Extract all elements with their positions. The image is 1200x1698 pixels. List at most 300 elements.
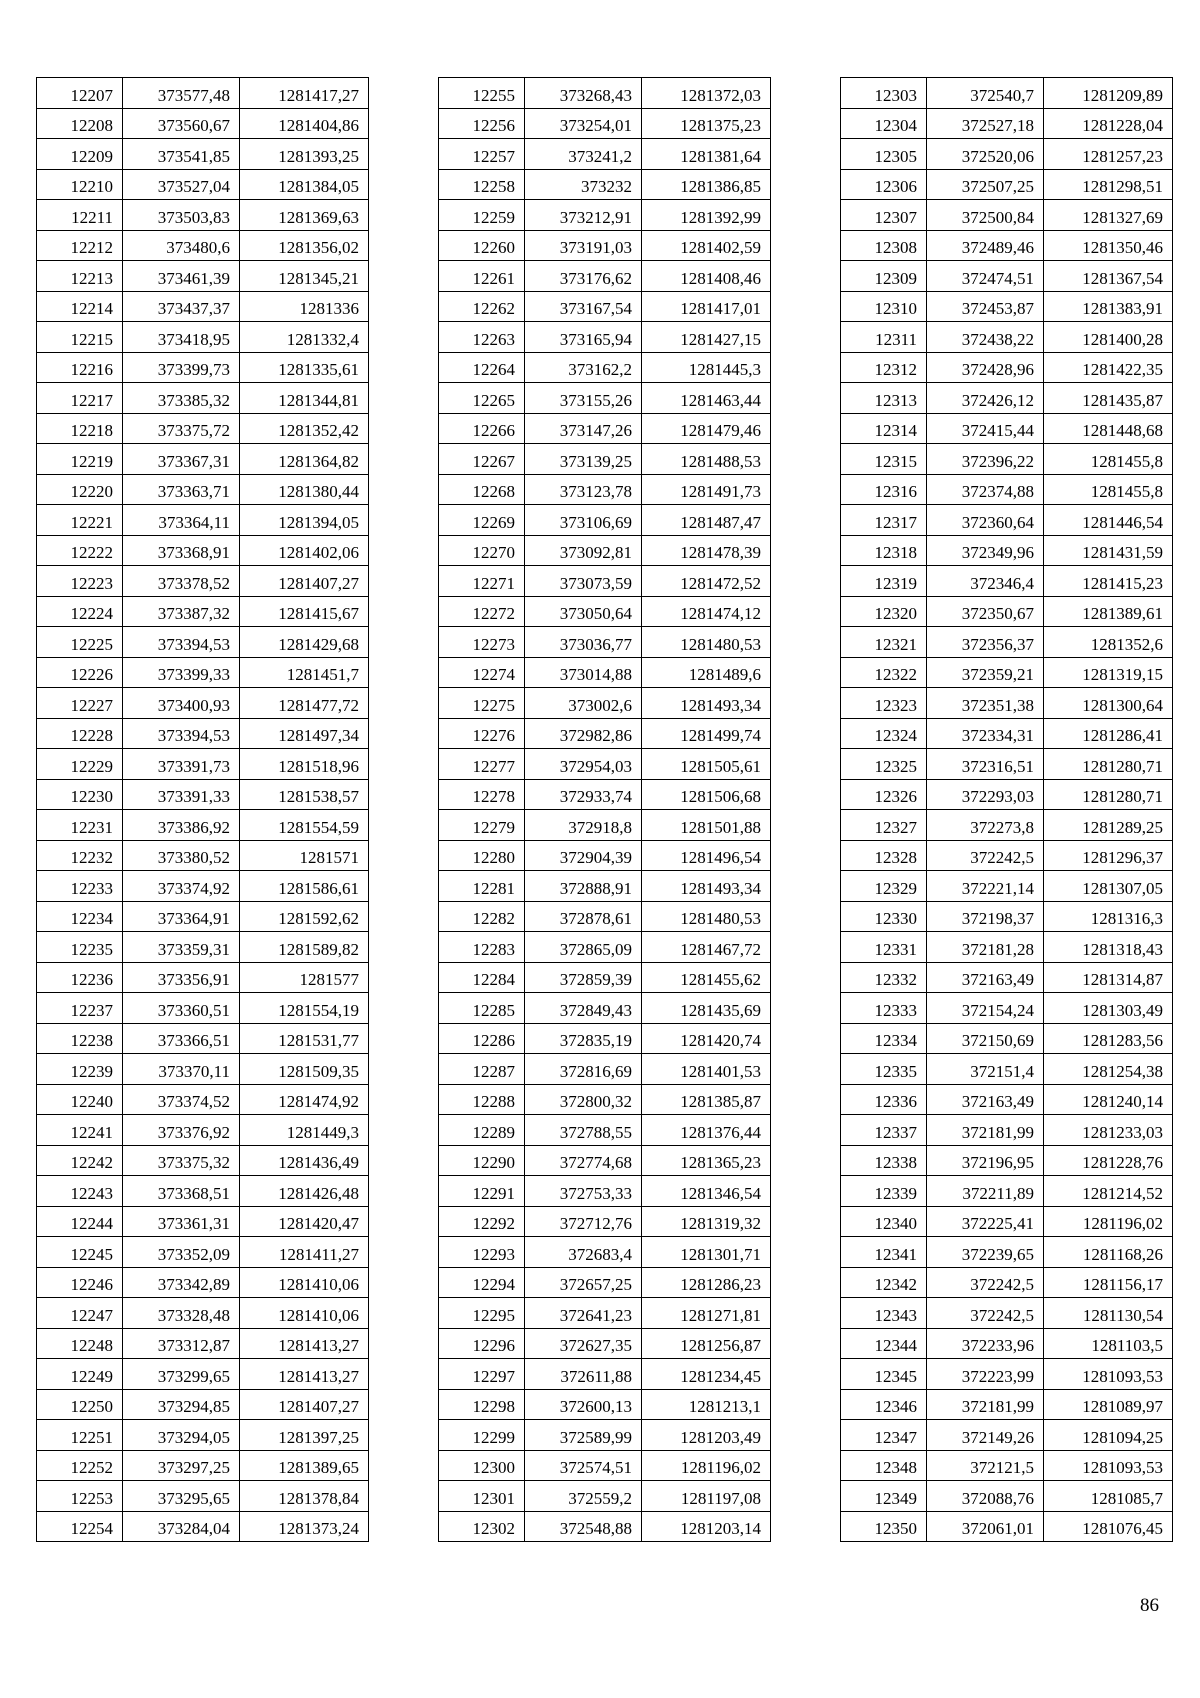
point-number-cell: 12248 — [37, 1328, 123, 1359]
point-number-cell: 12331 — [841, 932, 927, 963]
y-coordinate-cell: 1281493,34 — [642, 871, 771, 902]
point-number-cell: 12262 — [439, 291, 525, 322]
x-coordinate-cell: 372574,51 — [525, 1450, 642, 1481]
point-number-cell: 12242 — [37, 1145, 123, 1176]
x-coordinate-cell: 373399,33 — [123, 657, 240, 688]
point-number-cell: 12311 — [841, 322, 927, 353]
table-row — [439, 566, 771, 597]
y-coordinate-cell: 1281298,51 — [1044, 169, 1173, 200]
table-row — [37, 1176, 369, 1207]
table-row — [37, 413, 369, 444]
x-coordinate-cell: 372061,01 — [927, 1511, 1044, 1542]
table-row — [439, 139, 771, 170]
table-row — [439, 474, 771, 505]
point-number-cell: 12328 — [841, 840, 927, 871]
y-coordinate-cell: 1281410,06 — [240, 1267, 369, 1298]
point-number-cell: 12342 — [841, 1267, 927, 1298]
y-coordinate-cell: 1281383,91 — [1044, 291, 1173, 322]
point-number-cell: 12268 — [439, 474, 525, 505]
table-row — [841, 1389, 1173, 1420]
y-coordinate-cell: 1281431,59 — [1044, 535, 1173, 566]
table-row — [841, 230, 1173, 261]
x-coordinate-cell: 373092,81 — [525, 535, 642, 566]
table-row — [439, 657, 771, 688]
y-coordinate-cell: 1281518,96 — [240, 749, 369, 780]
x-coordinate-cell: 372221,14 — [927, 871, 1044, 902]
x-coordinate-cell: 372816,69 — [525, 1054, 642, 1085]
x-coordinate-cell: 372273,8 — [927, 810, 1044, 841]
y-coordinate-cell: 1281477,72 — [240, 688, 369, 719]
table-row — [841, 1176, 1173, 1207]
y-coordinate-cell: 1281076,45 — [1044, 1511, 1173, 1542]
point-number-cell: 12288 — [439, 1084, 525, 1115]
y-coordinate-cell: 1281301,71 — [642, 1237, 771, 1268]
point-number-cell: 12254 — [37, 1511, 123, 1542]
x-coordinate-cell: 373503,83 — [123, 200, 240, 231]
x-coordinate-cell: 373162,2 — [525, 352, 642, 383]
point-number-cell: 12232 — [37, 840, 123, 871]
x-coordinate-cell: 373394,53 — [123, 718, 240, 749]
point-number-cell: 12222 — [37, 535, 123, 566]
table-row — [841, 413, 1173, 444]
table-row — [439, 1267, 771, 1298]
x-coordinate-cell: 373359,31 — [123, 932, 240, 963]
y-coordinate-cell: 1281332,4 — [240, 322, 369, 353]
x-coordinate-cell: 372359,21 — [927, 657, 1044, 688]
point-number-cell: 12240 — [37, 1084, 123, 1115]
x-coordinate-cell: 373366,51 — [123, 1023, 240, 1054]
point-number-cell: 12279 — [439, 810, 525, 841]
table-row — [37, 1145, 369, 1176]
table-body — [439, 78, 771, 1542]
y-coordinate-cell: 1281196,02 — [642, 1450, 771, 1481]
table-row — [841, 322, 1173, 353]
table-row — [37, 1298, 369, 1329]
table-row — [841, 1054, 1173, 1085]
table-row — [841, 993, 1173, 1024]
table-row — [37, 779, 369, 810]
y-coordinate-cell: 1281538,57 — [240, 779, 369, 810]
table-row — [841, 139, 1173, 170]
x-coordinate-cell: 373461,39 — [123, 261, 240, 292]
y-coordinate-cell: 1281586,61 — [240, 871, 369, 902]
table-row — [841, 291, 1173, 322]
table-row — [439, 1450, 771, 1481]
table-row — [37, 1481, 369, 1512]
y-coordinate-cell: 1281394,05 — [240, 505, 369, 536]
table-row — [37, 1450, 369, 1481]
x-coordinate-cell: 372438,22 — [927, 322, 1044, 353]
point-number-cell: 12228 — [37, 718, 123, 749]
x-coordinate-cell: 373312,87 — [123, 1328, 240, 1359]
point-number-cell: 12313 — [841, 383, 927, 414]
x-coordinate-cell: 372346,4 — [927, 566, 1044, 597]
point-number-cell: 12312 — [841, 352, 927, 383]
table-row — [841, 352, 1173, 383]
x-coordinate-cell: 372788,55 — [525, 1115, 642, 1146]
y-coordinate-cell: 1281327,69 — [1044, 200, 1173, 231]
y-coordinate-cell: 1281130,54 — [1044, 1298, 1173, 1329]
point-number-cell: 12214 — [37, 291, 123, 322]
x-coordinate-cell: 373374,52 — [123, 1084, 240, 1115]
point-number-cell: 12229 — [37, 749, 123, 780]
table-row — [439, 291, 771, 322]
x-coordinate-cell: 372154,24 — [927, 993, 1044, 1024]
table-row — [439, 1176, 771, 1207]
y-coordinate-cell: 1281577 — [240, 962, 369, 993]
x-coordinate-cell: 372933,74 — [525, 779, 642, 810]
x-coordinate-cell: 372356,37 — [927, 627, 1044, 658]
table-row — [841, 871, 1173, 902]
table-row — [37, 627, 369, 658]
point-number-cell: 12318 — [841, 535, 927, 566]
point-number-cell: 12325 — [841, 749, 927, 780]
point-number-cell: 12261 — [439, 261, 525, 292]
x-coordinate-cell: 373374,92 — [123, 871, 240, 902]
x-coordinate-cell: 373385,32 — [123, 383, 240, 414]
table-row — [439, 1359, 771, 1390]
y-coordinate-cell: 1281402,59 — [642, 230, 771, 261]
y-coordinate-cell: 1281554,19 — [240, 993, 369, 1024]
table-row — [37, 1206, 369, 1237]
table-row — [841, 657, 1173, 688]
x-coordinate-cell: 373073,59 — [525, 566, 642, 597]
point-number-cell: 12347 — [841, 1420, 927, 1451]
point-number-cell: 12297 — [439, 1359, 525, 1390]
x-coordinate-cell: 372918,8 — [525, 810, 642, 841]
y-coordinate-cell: 1281407,27 — [240, 1389, 369, 1420]
y-coordinate-cell: 1281228,04 — [1044, 108, 1173, 139]
y-coordinate-cell: 1281286,23 — [642, 1267, 771, 1298]
point-number-cell: 12251 — [37, 1420, 123, 1451]
y-coordinate-cell: 1281319,15 — [1044, 657, 1173, 688]
table-row — [439, 444, 771, 475]
x-coordinate-cell: 372474,51 — [927, 261, 1044, 292]
x-coordinate-cell: 373380,52 — [123, 840, 240, 871]
x-coordinate-cell: 372225,41 — [927, 1206, 1044, 1237]
table-row — [841, 474, 1173, 505]
table-row — [37, 1359, 369, 1390]
y-coordinate-cell: 1281571 — [240, 840, 369, 871]
table-row — [841, 1511, 1173, 1542]
point-number-cell: 12317 — [841, 505, 927, 536]
table-row — [439, 810, 771, 841]
table-row — [439, 779, 771, 810]
point-number-cell: 12329 — [841, 871, 927, 902]
y-coordinate-cell: 1281448,68 — [1044, 413, 1173, 444]
x-coordinate-cell: 373342,89 — [123, 1267, 240, 1298]
x-coordinate-cell: 372600,13 — [525, 1389, 642, 1420]
x-coordinate-cell: 373361,31 — [123, 1206, 240, 1237]
y-coordinate-cell: 1281367,54 — [1044, 261, 1173, 292]
point-number-cell: 12265 — [439, 383, 525, 414]
point-number-cell: 12320 — [841, 596, 927, 627]
point-number-cell: 12298 — [439, 1389, 525, 1420]
x-coordinate-cell: 372507,25 — [927, 169, 1044, 200]
table-row — [841, 1115, 1173, 1146]
table-row — [841, 627, 1173, 658]
y-coordinate-cell: 1281499,74 — [642, 718, 771, 749]
y-coordinate-cell: 1281505,61 — [642, 749, 771, 780]
x-coordinate-cell: 373191,03 — [525, 230, 642, 261]
y-coordinate-cell: 1281491,73 — [642, 474, 771, 505]
y-coordinate-cell: 1281474,92 — [240, 1084, 369, 1115]
x-coordinate-cell: 372527,18 — [927, 108, 1044, 139]
table-row — [37, 810, 369, 841]
table-row — [37, 993, 369, 1024]
table-row — [841, 1023, 1173, 1054]
y-coordinate-cell: 1281228,76 — [1044, 1145, 1173, 1176]
table-row — [841, 962, 1173, 993]
point-number-cell: 12344 — [841, 1328, 927, 1359]
point-number-cell: 12243 — [37, 1176, 123, 1207]
table-row — [37, 1420, 369, 1451]
y-coordinate-cell: 1281209,89 — [1044, 78, 1173, 109]
y-coordinate-cell: 1281589,82 — [240, 932, 369, 963]
point-number-cell: 12289 — [439, 1115, 525, 1146]
point-number-cell: 12327 — [841, 810, 927, 841]
y-coordinate-cell: 1281402,06 — [240, 535, 369, 566]
point-number-cell: 12221 — [37, 505, 123, 536]
y-coordinate-cell: 1281346,54 — [642, 1176, 771, 1207]
table-row — [439, 1328, 771, 1359]
x-coordinate-cell: 373368,91 — [123, 535, 240, 566]
point-number-cell: 12338 — [841, 1145, 927, 1176]
y-coordinate-cell: 1281335,61 — [240, 352, 369, 383]
y-coordinate-cell: 1281289,25 — [1044, 810, 1173, 841]
table-row — [841, 749, 1173, 780]
x-coordinate-cell: 373106,69 — [525, 505, 642, 536]
point-number-cell: 12276 — [439, 718, 525, 749]
table-row — [439, 352, 771, 383]
x-coordinate-cell: 373386,92 — [123, 810, 240, 841]
coordinates-table-1 — [36, 77, 369, 1542]
table-row — [439, 200, 771, 231]
point-number-cell: 12226 — [37, 657, 123, 688]
point-number-cell: 12305 — [841, 139, 927, 170]
y-coordinate-cell: 1281214,52 — [1044, 1176, 1173, 1207]
table-row — [37, 444, 369, 475]
x-coordinate-cell: 373050,64 — [525, 596, 642, 627]
point-number-cell: 12306 — [841, 169, 927, 200]
x-coordinate-cell: 372849,43 — [525, 993, 642, 1024]
x-coordinate-cell: 373387,32 — [123, 596, 240, 627]
y-coordinate-cell: 1281413,27 — [240, 1359, 369, 1390]
table-row — [841, 718, 1173, 749]
table-body — [841, 78, 1173, 1542]
point-number-cell: 12270 — [439, 535, 525, 566]
point-number-cell: 12220 — [37, 474, 123, 505]
x-coordinate-cell: 373212,91 — [525, 200, 642, 231]
x-coordinate-cell: 372904,39 — [525, 840, 642, 871]
point-number-cell: 12324 — [841, 718, 927, 749]
point-number-cell: 12236 — [37, 962, 123, 993]
x-coordinate-cell: 373375,72 — [123, 413, 240, 444]
point-number-cell: 12340 — [841, 1206, 927, 1237]
point-number-cell: 12216 — [37, 352, 123, 383]
x-coordinate-cell: 373541,85 — [123, 139, 240, 170]
point-number-cell: 12310 — [841, 291, 927, 322]
y-coordinate-cell: 1281314,87 — [1044, 962, 1173, 993]
y-coordinate-cell: 1281422,35 — [1044, 352, 1173, 383]
y-coordinate-cell: 1281296,37 — [1044, 840, 1173, 871]
x-coordinate-cell: 373360,51 — [123, 993, 240, 1024]
y-coordinate-cell: 1281307,05 — [1044, 871, 1173, 902]
point-number-cell: 12257 — [439, 139, 525, 170]
y-coordinate-cell: 1281415,67 — [240, 596, 369, 627]
y-coordinate-cell: 1281380,44 — [240, 474, 369, 505]
point-number-cell: 12303 — [841, 78, 927, 109]
x-coordinate-cell: 373418,95 — [123, 322, 240, 353]
x-coordinate-cell: 372548,88 — [525, 1511, 642, 1542]
table-row — [841, 1206, 1173, 1237]
x-coordinate-cell: 373391,33 — [123, 779, 240, 810]
table-row — [439, 108, 771, 139]
table-row — [439, 1237, 771, 1268]
table-row — [37, 932, 369, 963]
y-coordinate-cell: 1281345,21 — [240, 261, 369, 292]
table-row — [439, 535, 771, 566]
y-coordinate-cell: 1281283,56 — [1044, 1023, 1173, 1054]
x-coordinate-cell: 372198,37 — [927, 901, 1044, 932]
point-number-cell: 12274 — [439, 657, 525, 688]
y-coordinate-cell: 1281385,87 — [642, 1084, 771, 1115]
x-coordinate-cell: 372150,69 — [927, 1023, 1044, 1054]
y-coordinate-cell: 1281389,61 — [1044, 596, 1173, 627]
y-coordinate-cell: 1281384,05 — [240, 169, 369, 200]
point-number-cell: 12271 — [439, 566, 525, 597]
y-coordinate-cell: 1281318,43 — [1044, 932, 1173, 963]
point-number-cell: 12282 — [439, 901, 525, 932]
point-number-cell: 12350 — [841, 1511, 927, 1542]
point-number-cell: 12275 — [439, 688, 525, 719]
point-number-cell: 12295 — [439, 1298, 525, 1329]
point-number-cell: 12321 — [841, 627, 927, 658]
x-coordinate-cell: 372520,06 — [927, 139, 1044, 170]
table-row — [37, 871, 369, 902]
table-row — [439, 78, 771, 109]
x-coordinate-cell: 373167,54 — [525, 291, 642, 322]
y-coordinate-cell: 1281203,49 — [642, 1420, 771, 1451]
y-coordinate-cell: 1281203,14 — [642, 1511, 771, 1542]
point-number-cell: 12225 — [37, 627, 123, 658]
y-coordinate-cell: 1281407,27 — [240, 566, 369, 597]
point-number-cell: 12211 — [37, 200, 123, 231]
point-number-cell: 12273 — [439, 627, 525, 658]
x-coordinate-cell: 372149,26 — [927, 1420, 1044, 1451]
x-coordinate-cell: 373368,51 — [123, 1176, 240, 1207]
y-coordinate-cell: 1281392,99 — [642, 200, 771, 231]
point-number-cell: 12334 — [841, 1023, 927, 1054]
point-number-cell: 12249 — [37, 1359, 123, 1390]
y-coordinate-cell: 1281488,53 — [642, 444, 771, 475]
y-coordinate-cell: 1281493,34 — [642, 688, 771, 719]
y-coordinate-cell: 1281397,25 — [240, 1420, 369, 1451]
x-coordinate-cell: 373294,85 — [123, 1389, 240, 1420]
x-coordinate-cell: 372428,96 — [927, 352, 1044, 383]
point-number-cell: 12335 — [841, 1054, 927, 1085]
table-row — [37, 200, 369, 231]
table-row — [439, 627, 771, 658]
table-row — [37, 261, 369, 292]
table-row — [841, 535, 1173, 566]
y-coordinate-cell: 1281501,88 — [642, 810, 771, 841]
point-number-cell: 12319 — [841, 566, 927, 597]
x-coordinate-cell: 372859,39 — [525, 962, 642, 993]
point-number-cell: 12266 — [439, 413, 525, 444]
y-coordinate-cell: 1281435,69 — [642, 993, 771, 1024]
y-coordinate-cell: 1281417,01 — [642, 291, 771, 322]
y-coordinate-cell: 1281254,38 — [1044, 1054, 1173, 1085]
y-coordinate-cell: 1281455,8 — [1044, 474, 1173, 505]
y-coordinate-cell: 1281372,03 — [642, 78, 771, 109]
point-number-cell: 12253 — [37, 1481, 123, 1512]
x-coordinate-cell: 373399,73 — [123, 352, 240, 383]
point-number-cell: 12230 — [37, 779, 123, 810]
y-coordinate-cell: 1281234,45 — [642, 1359, 771, 1390]
y-coordinate-cell: 1281554,59 — [240, 810, 369, 841]
y-coordinate-cell: 1281093,53 — [1044, 1450, 1173, 1481]
y-coordinate-cell: 1281103,5 — [1044, 1328, 1173, 1359]
x-coordinate-cell: 373002,6 — [525, 688, 642, 719]
y-coordinate-cell: 1281256,87 — [642, 1328, 771, 1359]
x-coordinate-cell: 373155,26 — [525, 383, 642, 414]
y-coordinate-cell: 1281487,47 — [642, 505, 771, 536]
point-number-cell: 12336 — [841, 1084, 927, 1115]
table-row — [439, 505, 771, 536]
page-number: 86 — [1140, 1595, 1159, 1616]
point-number-cell: 12293 — [439, 1237, 525, 1268]
y-coordinate-cell: 1281509,35 — [240, 1054, 369, 1085]
y-coordinate-cell: 1281373,24 — [240, 1511, 369, 1542]
point-number-cell: 12316 — [841, 474, 927, 505]
x-coordinate-cell: 372589,99 — [525, 1420, 642, 1451]
y-coordinate-cell: 1281426,48 — [240, 1176, 369, 1207]
x-coordinate-cell: 372774,68 — [525, 1145, 642, 1176]
y-coordinate-cell: 1281420,47 — [240, 1206, 369, 1237]
y-coordinate-cell: 1281196,02 — [1044, 1206, 1173, 1237]
table-row — [841, 1450, 1173, 1481]
table-row — [37, 78, 369, 109]
table-row — [439, 749, 771, 780]
table-row — [841, 1237, 1173, 1268]
point-number-cell: 12284 — [439, 962, 525, 993]
point-number-cell: 12281 — [439, 871, 525, 902]
table-row — [37, 688, 369, 719]
x-coordinate-cell: 372316,51 — [927, 749, 1044, 780]
y-coordinate-cell: 1281449,3 — [240, 1115, 369, 1146]
point-number-cell: 12260 — [439, 230, 525, 261]
table-row — [439, 261, 771, 292]
table-row — [439, 596, 771, 627]
point-number-cell: 12315 — [841, 444, 927, 475]
point-number-cell: 12237 — [37, 993, 123, 1024]
table-row — [37, 1115, 369, 1146]
x-coordinate-cell: 372559,2 — [525, 1481, 642, 1512]
x-coordinate-cell: 373268,43 — [525, 78, 642, 109]
y-coordinate-cell: 1281364,82 — [240, 444, 369, 475]
point-number-cell: 12234 — [37, 901, 123, 932]
y-coordinate-cell: 1281497,34 — [240, 718, 369, 749]
x-coordinate-cell: 372374,88 — [927, 474, 1044, 505]
y-coordinate-cell: 1281393,25 — [240, 139, 369, 170]
y-coordinate-cell: 1281389,65 — [240, 1450, 369, 1481]
point-number-cell: 12223 — [37, 566, 123, 597]
y-coordinate-cell: 1281592,62 — [240, 901, 369, 932]
x-coordinate-cell: 373364,91 — [123, 901, 240, 932]
y-coordinate-cell: 1281352,6 — [1044, 627, 1173, 658]
y-coordinate-cell: 1281404,86 — [240, 108, 369, 139]
